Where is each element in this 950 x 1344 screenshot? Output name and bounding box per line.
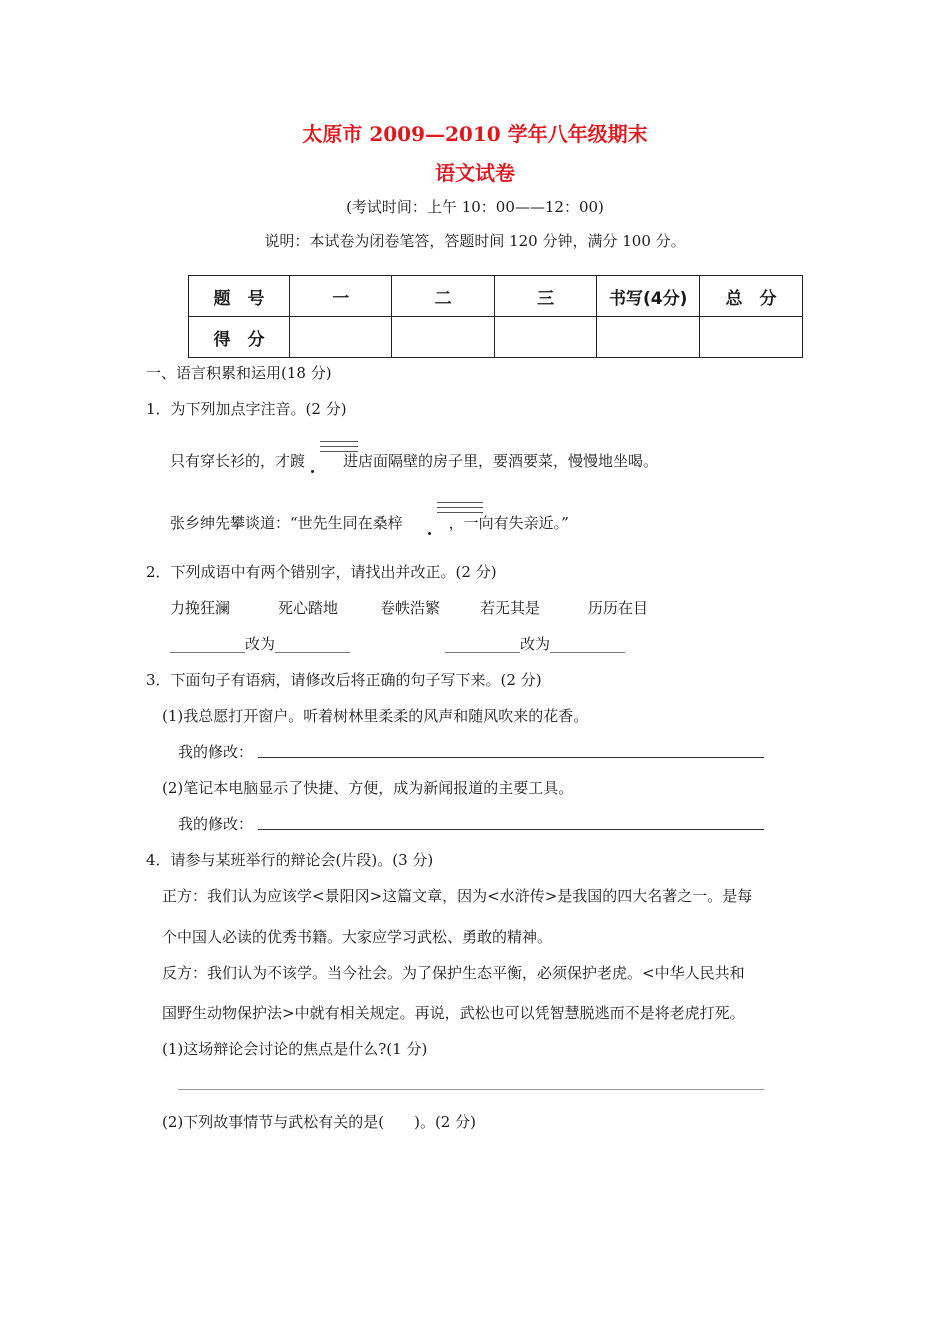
emphasis-dot (311, 470, 314, 473)
q3-fix-label-1: 我的修改： (178, 743, 254, 761)
score-header-cell: 三 (494, 276, 596, 317)
q1-sentence-2 (170, 512, 569, 533)
q1-s2-before: 张乡绅先攀谈道：“世先生同在桑梓 (170, 514, 403, 532)
question-1-prompt: 1．为下列加点字注音。(2 分) (146, 400, 347, 418)
q4-sub-question-2: (2)下列故事情节与武松有关的是( )。(2 分) (162, 1113, 476, 1131)
score-cell[interactable] (392, 317, 494, 358)
emphasis-dot (428, 532, 431, 535)
score-table-header-row (189, 276, 803, 317)
q4-sub-question-1: (1)这场辩论会讨论的焦点是什么?(1 分) (162, 1040, 428, 1058)
exam-subtitle: 语文试卷 (435, 161, 515, 185)
idiom: 力挽狂澜 (170, 599, 231, 617)
idiom: 卷帙浩繁 (380, 599, 441, 617)
q3-fix-label-2: 我的修改： (178, 815, 254, 833)
score-header-cell: 题 号 (189, 276, 290, 317)
exam-instructions: 说明：本试卷为闭卷笔答，答题时间 120 分钟，满分 100 分。 (264, 232, 686, 250)
answer-line[interactable] (258, 829, 764, 830)
answer-line[interactable] (178, 1089, 764, 1090)
q1-s2-after: ，一向有失亲近。” (448, 514, 569, 532)
question-2-prompt: 2．下列成语中有两个错别字，请找出并改正。(2 分) (146, 563, 497, 581)
score-table-score-row (189, 317, 803, 358)
debate-pro-line-1: 正方：我们认为应该学<景阳冈>这篇文章，因为<水浒传>是我国的四大名著之一。是每 (162, 887, 753, 905)
score-cell[interactable] (597, 317, 700, 358)
score-cell[interactable] (700, 317, 803, 358)
debate-con-line-1: 反方：我们认为不该学。当今社会。为了保护生态平衡，必须保护老虎。<中华人民共和 (162, 964, 745, 982)
score-header-cell: 总 分 (700, 276, 803, 317)
score-row-label: 得 分 (189, 317, 290, 358)
correction-blank-1[interactable]: __________改为__________ (170, 635, 351, 653)
score-header-cell: 一 (290, 276, 392, 317)
pinyin-answer-lines[interactable] (437, 502, 483, 516)
pinyin-answer-lines[interactable] (320, 441, 358, 455)
section-heading: 一、语言积累和运用(18 分) (146, 364, 332, 382)
score-cell[interactable] (290, 317, 392, 358)
q1-sentence-1 (170, 450, 658, 471)
score-header-cell: 二 (392, 276, 494, 317)
q3-sentence-1: (1)我总愿打开窗户。听着树林里柔柔的风声和随风吹来的花香。 (162, 707, 589, 725)
debate-pro-line-2: 个中国人必读的优秀书籍。大家应学习武松、勇敢的精神。 (162, 928, 553, 946)
exam-time: (考试时间：上午 10：00——12：00) (346, 198, 604, 216)
q1-s1-after: 进店面隔壁的房子里，要酒要菜，慢慢地坐喝。 (343, 452, 659, 470)
score-header-cell: 书写(4分) (597, 276, 700, 317)
idiom: 死心踏地 (278, 599, 339, 617)
score-table (188, 275, 803, 358)
q1-s1-before: 只有穿长衫的，才踱 (170, 452, 306, 470)
idiom: 历历在目 (588, 599, 649, 617)
q3-sentence-2: (2)笔记本电脑显示了快捷、方便，成为新闻报道的主要工具。 (162, 779, 574, 797)
idiom: 若无其是 (480, 599, 541, 617)
answer-line[interactable] (258, 757, 764, 758)
correction-blank-2[interactable]: __________改为__________ (445, 635, 626, 653)
exam-title: 太原市 2009—2010 学年八年级期末 (302, 122, 648, 146)
score-cell[interactable] (494, 317, 596, 358)
question-4-prompt: 4．请参与某班举行的辩论会(片段)。(3 分) (146, 851, 434, 869)
question-3-prompt: 3．下面句子有语病，请修改后将正确的句子写下来。(2 分) (146, 671, 542, 689)
debate-con-line-2: 国野生动物保护法>中就有相关规定。再说，武松也可以凭智慧脱逃而不是将老虎打死。 (162, 1004, 745, 1022)
